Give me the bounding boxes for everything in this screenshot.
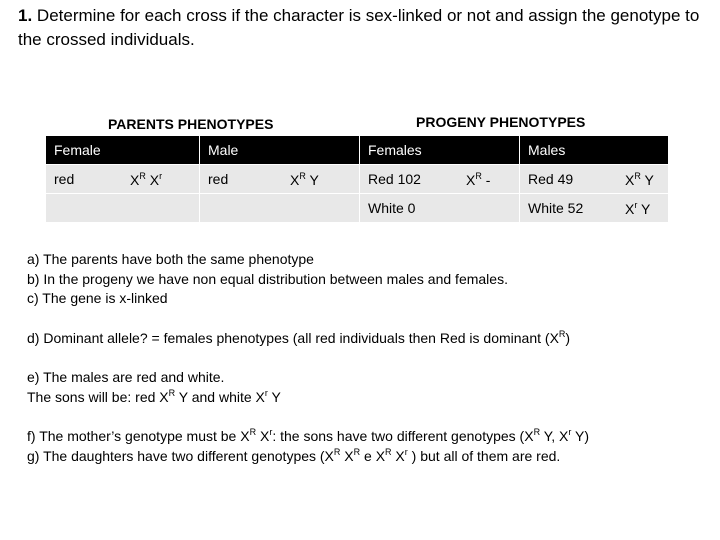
parents-phenotypes-header: PARENTS PHENOTYPES [108,116,274,132]
genetics-table [46,136,668,222]
answer-b: b) In the progeny we have non equal distribution between males and females. [27,270,508,287]
males-genotype-white: $X^r$ Y [617,193,668,222]
male-genotype: $X^R$ Y [282,164,359,193]
table-header-row [46,136,668,164]
header-males: Males [519,136,617,164]
question-text [18,4,708,52]
question-body: Determine for each cross if the character is sex-linked or not and assign the genotype to the crossed individuals. [18,6,700,49]
table-row [46,193,668,222]
header-female: Female [46,136,122,164]
females-genotype: $X^R$ - [458,164,519,193]
males-phenotype-white: White 52 [519,193,617,222]
question-number: 1. [18,6,33,25]
males-phenotype-red: Red 49 [519,164,617,193]
progeny-phenotypes-header: PROGENY PHENOTYPES [416,114,586,130]
males-genotype-red: $X^R$ Y [617,164,668,193]
answer-e-line1: e) The males are red and white. [27,369,225,385]
answer-c: c) The gene is x-linked [27,290,168,306]
answer-g: g) The daughters have two different genotypes ($X^R$ $X^R$ e $X^R$ $X^r$ ) but all of them are red. [27,446,561,464]
table-row [46,164,668,193]
females-phenotype-red: Red 102 [359,164,458,193]
female-phenotype: red [46,164,122,193]
answer-e-line2: The sons will be: red $X^R$ Y and white $X^r$ Y [27,387,281,405]
empty-cell [199,193,359,222]
female-genotype: $X^R$ $X^r$ [122,164,199,193]
answer-f: f) The mother’s genotype must be $X^R$ $X^r$: the sons have two different genotypes ($X^R$ Y, $X^r$ Y) [27,427,589,444]
answer-a: a) The parents have both the same phenotype [27,251,314,267]
females-phenotype-white: White 0 [359,193,458,222]
male-phenotype: red [199,164,282,193]
answer-d: d) Dominant allele? = females phenotypes (all red individuals then Red is dominant $(X^R)$ [27,328,571,346]
answers-section [27,250,707,466]
header-male: Male [199,136,282,164]
header-females: Females [359,136,458,164]
empty-cell [46,193,199,222]
